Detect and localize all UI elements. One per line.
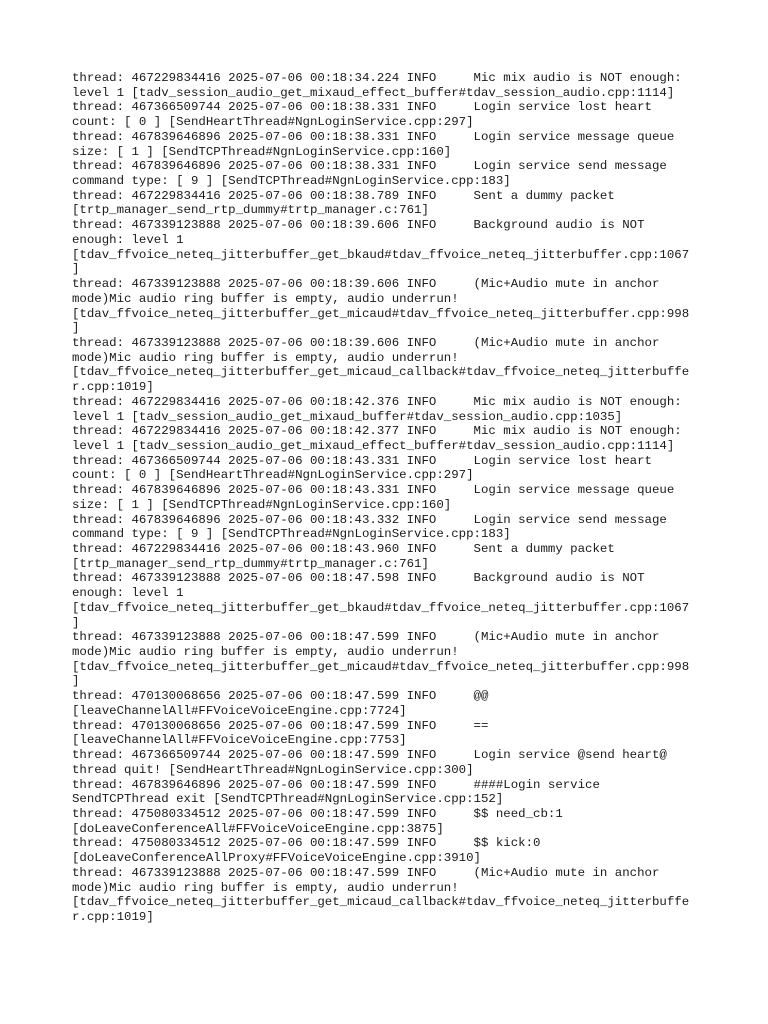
log-line: thread: 470130068656 2025-07-06 00:18:47.599 INFO @@ xyxy=(72,689,489,704)
log-line: [tdav_ffvoice_neteq_jitterbuffer_get_micaud#tdav_ffvoice_neteq_jitterbuffer.cpp:998 xyxy=(72,306,690,321)
log-line: level 1 [tadv_session_audio_get_mixaud_effect_buffer#tdav_session_audio.cpp:1114] xyxy=(72,438,675,453)
log-line: ] xyxy=(72,674,80,689)
log-line: count: [ 0 ] [SendHeartThread#NgnLoginService.cpp:297] xyxy=(72,115,474,130)
log-line: thread: 467839646896 2025-07-06 00:18:47.599 INFO ####Login service xyxy=(72,777,600,792)
log-line: thread quit! [SendHeartThread#NgnLoginService.cpp:300] xyxy=(72,762,474,777)
log-line: thread: 467339123888 2025-07-06 00:18:47.599 INFO (Mic+Audio mute in anchor xyxy=(72,865,660,880)
log-line: mode)Mic audio ring buffer is empty, audio underrun! xyxy=(72,350,459,365)
log-line: [doLeaveConferenceAllProxy#FFVoiceVoiceEngine.cpp:3910] xyxy=(72,851,481,866)
log-line: thread: 467839646896 2025-07-06 00:18:38.331 INFO Login service message queue xyxy=(72,129,675,144)
log-line: thread: 467839646896 2025-07-06 00:18:38.331 INFO Login service send message xyxy=(72,159,667,174)
log-line: thread: 467839646896 2025-07-06 00:18:43.332 INFO Login service send message xyxy=(72,512,667,527)
log-line: mode)Mic audio ring buffer is empty, audio underrun! xyxy=(72,880,459,895)
log-line: [tdav_ffvoice_neteq_jitterbuffer_get_bkaud#tdav_ffvoice_neteq_jitterbuffer.cpp:1067 xyxy=(72,247,690,262)
log-line: thread: 467366509744 2025-07-06 00:18:47.599 INFO Login service @send heart@ xyxy=(72,748,667,763)
log-line: thread: 467839646896 2025-07-06 00:18:43.331 INFO Login service message queue xyxy=(72,483,675,498)
log-line: thread: 467229834416 2025-07-06 00:18:42.376 INFO Mic mix audio is NOT enough: xyxy=(72,394,682,409)
log-line: mode)Mic audio ring buffer is empty, audio underrun! xyxy=(72,645,459,660)
log-line: thread: 467339123888 2025-07-06 00:18:47.599 INFO (Mic+Audio mute in anchor xyxy=(72,630,660,645)
log-line: thread: 467339123888 2025-07-06 00:18:39.606 INFO (Mic+Audio mute in anchor xyxy=(72,277,660,292)
log-line: thread: 467229834416 2025-07-06 00:18:42.377 INFO Mic mix audio is NOT enough: xyxy=(72,424,682,439)
log-line: [leaveChannelAll#FFVoiceVoiceEngine.cpp:7724] xyxy=(72,703,407,718)
log-line: [tdav_ffvoice_neteq_jitterbuffer_get_bkaud#tdav_ffvoice_neteq_jitterbuffer.cpp:1067 xyxy=(72,600,690,615)
log-line: thread: 467366509744 2025-07-06 00:18:38.331 INFO Login service lost heart xyxy=(72,100,652,115)
log-line: thread: 467339123888 2025-07-06 00:18:47.598 INFO Background audio is NOT xyxy=(72,571,645,586)
log-line: thread: 467339123888 2025-07-06 00:18:39.606 INFO Background audio is NOT xyxy=(72,218,645,233)
log-line: thread: 467366509744 2025-07-06 00:18:43.331 INFO Login service lost heart xyxy=(72,453,652,468)
log-line: [doLeaveConferenceAll#FFVoiceVoiceEngine.cpp:3875] xyxy=(72,821,444,836)
log-line: size: [ 1 ] [SendTCPThread#NgnLoginService.cpp:160] xyxy=(72,144,452,159)
log-line: thread: 467229834416 2025-07-06 00:18:34.224 INFO Mic mix audio is NOT enough: xyxy=(72,71,682,85)
log-line: thread: 475080334512 2025-07-06 00:18:47.599 INFO $$ kick:0 xyxy=(72,836,541,851)
log-line: ] xyxy=(72,321,80,336)
log-line: thread: 475080334512 2025-07-06 00:18:47.599 INFO $$ need_cb:1 xyxy=(72,806,563,821)
log-line: ] xyxy=(72,262,80,277)
log-line: [leaveChannelAll#FFVoiceVoiceEngine.cpp:7753] xyxy=(72,733,407,748)
log-line: thread: 470130068656 2025-07-06 00:18:47.599 INFO == xyxy=(72,718,489,733)
log-line: command type: [ 9 ] [SendTCPThread#NgnLoginService.cpp:183] xyxy=(72,527,511,542)
log-line: [tdav_ffvoice_neteq_jitterbuffer_get_micaud_callback#tdav_ffvoice_neteq_jitterbuffe xyxy=(72,365,690,380)
log-line: r.cpp:1019] xyxy=(72,380,154,395)
log-line: thread: 467339123888 2025-07-06 00:18:39.606 INFO (Mic+Audio mute in anchor xyxy=(72,335,660,350)
log-line: mode)Mic audio ring buffer is empty, audio underrun! xyxy=(72,291,459,306)
log-line: [trtp_manager_send_rtp_dummy#trtp_manager.c:761] xyxy=(72,203,429,218)
log-line: [tdav_ffvoice_neteq_jitterbuffer_get_micaud_callback#tdav_ffvoice_neteq_jitterbuffe xyxy=(72,895,690,910)
log-line: [tdav_ffvoice_neteq_jitterbuffer_get_micaud#tdav_ffvoice_neteq_jitterbuffer.cpp:998 xyxy=(72,659,690,674)
log-line: enough: level 1 xyxy=(72,232,184,247)
log-line: count: [ 0 ] [SendHeartThread#NgnLoginService.cpp:297] xyxy=(72,468,474,483)
log-line: size: [ 1 ] [SendTCPThread#NgnLoginService.cpp:160] xyxy=(72,497,452,512)
log-line: command type: [ 9 ] [SendTCPThread#NgnLoginService.cpp:183] xyxy=(72,174,511,189)
log-line: thread: 467229834416 2025-07-06 00:18:43.960 INFO Sent a dummy packet xyxy=(72,542,615,556)
log-text-block xyxy=(72,71,702,925)
log-line: thread: 467229834416 2025-07-06 00:18:38.789 INFO Sent a dummy packet xyxy=(72,188,615,203)
log-line: level 1 [tadv_session_audio_get_mixaud_buffer#tdav_session_audio.cpp:1035] xyxy=(72,409,623,424)
log-line: SendTCPThread exit [SendTCPThread#NgnLoginService.cpp:152] xyxy=(72,792,504,807)
log-line: level 1 [tadv_session_audio_get_mixaud_effect_buffer#tdav_session_audio.cpp:1114] xyxy=(72,85,675,100)
log-line: enough: level 1 xyxy=(72,586,184,601)
log-line: r.cpp:1019] xyxy=(72,909,154,924)
log-line: ] xyxy=(72,615,80,630)
log-line: [trtp_manager_send_rtp_dummy#trtp_manager.c:761] xyxy=(72,556,429,571)
